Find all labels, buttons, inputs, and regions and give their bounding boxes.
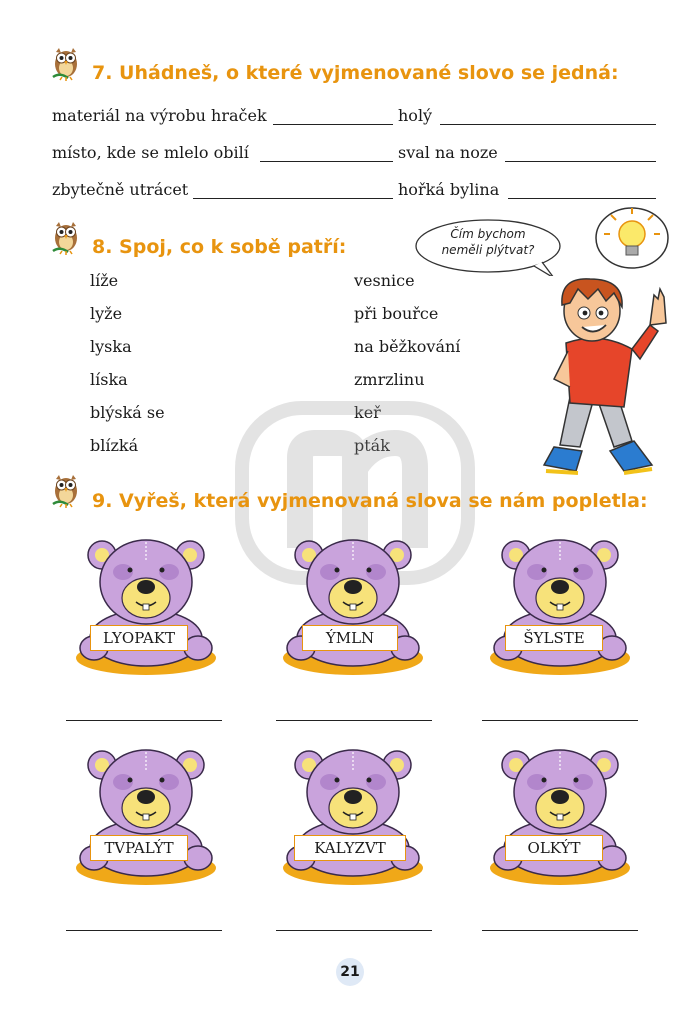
answer-line[interactable] xyxy=(66,930,222,931)
lightbulb-icon xyxy=(592,204,672,276)
answer-line[interactable] xyxy=(276,720,432,721)
bear-illustration xyxy=(66,740,226,890)
speech-bubble-text xyxy=(420,226,556,258)
ex7-row2-left: místo, kde se mlelo obilí xyxy=(52,143,249,162)
ex7-row1-right: holý xyxy=(398,106,433,125)
answer-blank[interactable] xyxy=(508,198,656,199)
answer-line[interactable] xyxy=(482,930,638,931)
match-left-item[interactable]: líska xyxy=(90,370,128,389)
match-right-item[interactable]: při bouřce xyxy=(354,304,439,323)
scrambled-word-card: LYOPAKT xyxy=(90,625,188,651)
answer-blank[interactable] xyxy=(505,161,656,162)
scrambled-word-card: KALYZVT xyxy=(294,835,406,861)
match-right-item[interactable]: pták xyxy=(354,436,390,455)
scrambled-word-card: ÝMLN xyxy=(302,625,398,651)
page-number: 21 xyxy=(336,958,364,986)
exercise-7-title: 7. Uhádneš, o které vyjmenované slovo se jedná: xyxy=(92,62,619,84)
match-right-item[interactable]: keř xyxy=(354,403,381,422)
match-left-item[interactable]: lyska xyxy=(90,337,132,356)
ex7-row3-left: zbytečně utrácet xyxy=(52,180,189,199)
bear-illustration xyxy=(273,530,433,680)
bear-illustration xyxy=(273,740,433,890)
scrambled-word-card: OLKÝT xyxy=(505,835,603,861)
match-left-item[interactable]: líže xyxy=(90,271,119,290)
scrambled-word-card: ŠYLSTE xyxy=(505,625,603,651)
ex7-row2-right: sval na noze xyxy=(398,143,498,162)
match-left-item[interactable]: lyže xyxy=(90,304,123,323)
bear-illustration xyxy=(480,530,640,680)
answer-line[interactable] xyxy=(276,930,432,931)
answer-line[interactable] xyxy=(482,720,638,721)
answer-line[interactable] xyxy=(66,720,222,721)
answer-blank[interactable] xyxy=(273,124,393,125)
exercise-9-title: 9. Vyřeš, která vyjmenovaná slova se nám popletla: xyxy=(92,490,648,512)
owl-icon xyxy=(50,218,84,258)
boy-illustration xyxy=(540,275,670,485)
bear-illustration xyxy=(480,740,640,890)
bear-illustration xyxy=(66,530,226,680)
bubble-line: neměli plýtvat? xyxy=(441,243,535,257)
ex7-row3-right: hořká bylina xyxy=(398,180,500,199)
owl-icon xyxy=(50,44,84,84)
bubble-line: Čím bychom xyxy=(450,227,526,241)
scrambled-word-card: TVPALÝT xyxy=(90,835,188,861)
exercise-8-title: 8. Spoj, co k sobě patří: xyxy=(92,236,347,258)
answer-blank[interactable] xyxy=(440,124,656,125)
ex7-row1-left: materiál na výrobu hraček xyxy=(52,106,267,125)
answer-blank[interactable] xyxy=(193,198,393,199)
match-right-item[interactable]: zmrzlinu xyxy=(354,370,425,389)
answer-blank[interactable] xyxy=(260,161,393,162)
match-right-item[interactable]: na běžkování xyxy=(354,337,461,356)
match-right-item[interactable]: vesnice xyxy=(354,271,415,290)
owl-icon xyxy=(50,471,84,511)
match-left-item[interactable]: blýská se xyxy=(90,403,165,422)
match-left-item[interactable]: blízká xyxy=(90,436,139,455)
